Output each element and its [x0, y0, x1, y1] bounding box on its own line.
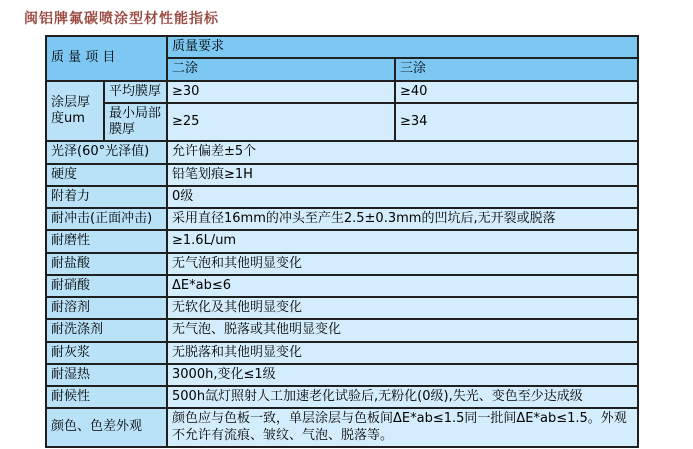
value-impact-resistance: 采用直径16mm的冲头至产生2.5±0.3mm的凹坑后,无开裂或脱落 — [167, 208, 638, 230]
value-abrasion-resistance: ≥1.6L/um — [167, 230, 638, 252]
label-weather-resistance: 耐候性 — [46, 386, 167, 408]
header-three-coat: 三涂 — [395, 58, 638, 80]
value-mortar-resistance: 无脱落和其他明显变化 — [167, 342, 638, 364]
table-row-detergent-resistance — [46, 319, 638, 341]
table-header-row — [46, 36, 638, 58]
label-hardness: 硬度 — [46, 164, 167, 186]
label-hydrochloric-acid-resistance: 耐盐酸 — [46, 253, 167, 275]
header-quality-item: 质 量 项 目 — [46, 36, 167, 81]
value-adhesion: 0级 — [167, 186, 638, 208]
value-weather-resistance: 500h氙灯照射人工加速老化试验后,无粉化(0级),失光、变色至少达成级 — [167, 386, 638, 408]
table-row-solvent-resistance — [46, 297, 638, 319]
label-coating-thickness: 涂层厚度um — [46, 81, 104, 142]
table-row-thickness-average — [46, 81, 638, 103]
label-color-appearance: 颜色、色差外观 — [46, 408, 167, 447]
label-abrasion-resistance: 耐磨性 — [46, 230, 167, 252]
label-humidity-heat-resistance: 耐湿热 — [46, 364, 167, 386]
value-nitric-acid-resistance: ΔE*ab≤6 — [167, 275, 638, 297]
table-row-humidity-heat-resistance — [46, 364, 638, 386]
label-detergent-resistance: 耐洗涤剂 — [46, 319, 167, 341]
value-gloss: 允许偏差±5个 — [167, 141, 638, 163]
label-gloss: 光泽(60°光泽值) — [46, 141, 167, 163]
value-color-appearance: 颜色应与色板一致，单层涂层与色板间ΔE*ab≤1.5同一批间ΔE*ab≤1.5。外观不允许有流痕、皱纹、气泡、脱落等。 — [167, 408, 638, 447]
label-solvent-resistance: 耐溶剂 — [46, 297, 167, 319]
table-row-abrasion-resistance — [46, 230, 638, 252]
table-row-thickness-minimum — [46, 103, 638, 142]
table-row-mortar-resistance — [46, 342, 638, 364]
label-adhesion: 附着力 — [46, 186, 167, 208]
label-average-film-thickness: 平均膜厚 — [104, 81, 167, 103]
label-impact-resistance: 耐冲击(正面冲击) — [46, 208, 167, 230]
table-row-weather-resistance — [46, 386, 638, 408]
table-row-hardness — [46, 164, 638, 186]
header-two-coat: 二涂 — [167, 58, 395, 80]
value-hardness: 铅笔划痕≥1H — [167, 164, 638, 186]
value-solvent-resistance: 无软化及其他明显变化 — [167, 297, 638, 319]
header-quality-requirement: 质量要求 — [167, 36, 638, 58]
value-hydrochloric-acid-resistance: 无气泡和其他明显变化 — [167, 253, 638, 275]
page-title: 闽铝牌氟碳喷涂型材性能指标 — [24, 11, 219, 27]
spec-table — [45, 35, 639, 448]
table-row-nitric-acid-resistance — [46, 275, 638, 297]
table-row-gloss — [46, 141, 638, 163]
value-detergent-resistance: 无气泡、脱落或其他明显变化 — [167, 319, 638, 341]
label-mortar-resistance: 耐灰浆 — [46, 342, 167, 364]
label-nitric-acid-resistance: 耐硝酸 — [46, 275, 167, 297]
table-row-impact-resistance — [46, 208, 638, 230]
value-minimum-two-coat: ≥25 — [167, 103, 395, 142]
table-row-hydrochloric-acid-resistance — [46, 253, 638, 275]
label-minimum-local-film-thickness: 最小局部膜厚 — [104, 103, 167, 142]
value-humidity-heat-resistance: 3000h,变化≤1级 — [167, 364, 638, 386]
value-average-two-coat: ≥30 — [167, 81, 395, 103]
value-minimum-three-coat: ≥34 — [395, 103, 638, 142]
value-average-three-coat: ≥40 — [395, 81, 638, 103]
table-row-adhesion — [46, 186, 638, 208]
